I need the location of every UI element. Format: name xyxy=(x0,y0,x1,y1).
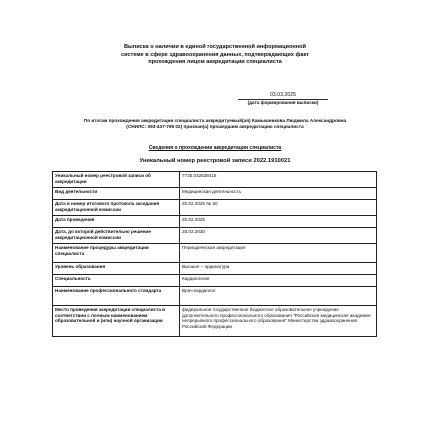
title-line-1: Выписка о наличии в единой государственной информационной xyxy=(124,44,306,50)
table-row xyxy=(53,306,377,337)
formation-date-caption: (дата формирования выписки) xyxy=(247,100,319,105)
accreditation-result xyxy=(54,118,376,130)
row-label: Вид деятельности xyxy=(53,188,180,200)
row-label: Дата, до которой действительно решение аккредитационной комиссии xyxy=(53,228,180,244)
table-row xyxy=(53,244,377,263)
table-row xyxy=(53,188,377,200)
title-line-2: системе в сфере здравоохранения данных, подтверждающих факт xyxy=(120,51,310,58)
row-label: Наименование процедуры аккредитации специалиста xyxy=(53,244,180,263)
result-line-2: (СНИЛС: 093-437-795 02) признан(а) прошедшим аккредитацию специалиста xyxy=(126,124,304,129)
row-label: Уникальный номер реестровой записи об аккредитации xyxy=(53,172,180,188)
row-label: Уровень образования xyxy=(53,263,180,275)
row-value: Высшее – ординатура xyxy=(180,263,377,275)
document-title xyxy=(80,44,350,67)
row-value: Врач-кардиолог xyxy=(180,287,377,306)
row-value: 7725.032638418 xyxy=(180,172,377,188)
formation-date-block xyxy=(238,92,328,107)
row-label: Наименование профессионального стандарта xyxy=(53,287,180,306)
registry-number-heading: Уникальный номер реестровой записи 2022.1910021 xyxy=(139,158,291,164)
accreditation-info-table xyxy=(52,171,377,337)
row-value: федеральное государственное бюджетное образовательное учреждение дополнительного профессионального образования "Российская медицинская академия непрерывного профессионального образования" Министерства здравоохранения Российской Федерации xyxy=(180,306,377,337)
row-value: 25.02.2025 xyxy=(180,216,377,228)
title-line-3: прохождения лицом аккредитации специалиста xyxy=(148,59,282,66)
row-label: Дата проведения xyxy=(53,216,180,228)
result-line-1: По итогам прохождения аккредитации специалиста аккредитуемый(ая) Камышникова Людмила Александровна xyxy=(83,118,347,123)
row-value: 25.02.2025 № 50 xyxy=(180,200,377,216)
table-row xyxy=(53,287,377,306)
table-row xyxy=(53,216,377,228)
row-label: Дата и номер итогового протокола заседания аккредитационной комиссии xyxy=(53,200,180,216)
section-heading: Сведения о прохождении аккредитации специалиста xyxy=(148,145,282,151)
formation-date: 03.03.2025 xyxy=(238,92,328,100)
row-value: Периодическая аккредитация xyxy=(180,244,377,263)
row-value: 25.02.2030 xyxy=(180,228,377,244)
row-label: Специальность xyxy=(53,275,180,287)
row-value: Медицинская деятельность xyxy=(180,188,377,200)
table-row xyxy=(53,263,377,275)
row-value: Кардиология xyxy=(180,275,377,287)
table-row xyxy=(53,172,377,188)
accreditation-info-table-body xyxy=(53,172,377,337)
table-row xyxy=(53,275,377,287)
table-row xyxy=(53,200,377,216)
row-label: Место проведения аккредитации специалиста в соответствии с полным наименованием образовательной и (или) научной организации xyxy=(53,306,180,337)
table-row xyxy=(53,228,377,244)
